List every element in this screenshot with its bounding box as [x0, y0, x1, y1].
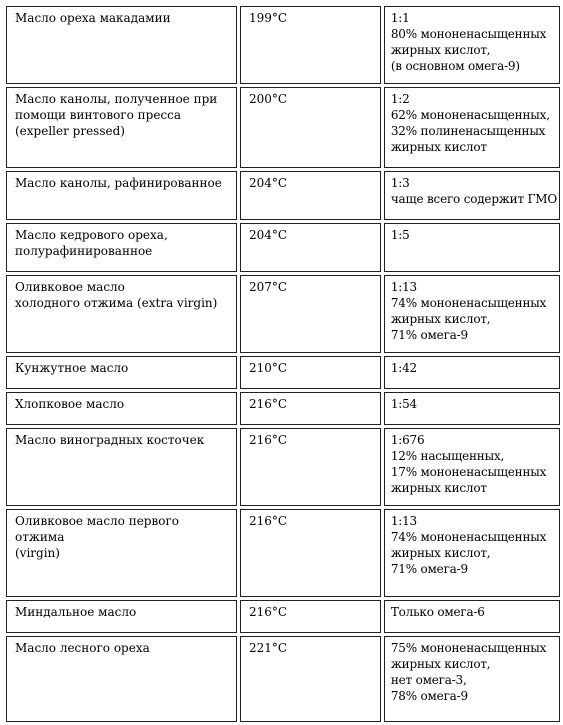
oil-name-cell	[6, 275, 237, 353]
ratio-info-cell-line: жирных кислот,	[390, 546, 491, 560]
smoke-point-cell: 207°C	[240, 275, 381, 353]
oil-name-cell-line: Масло кедрового ореха,	[15, 228, 168, 242]
oil-name-cell-line: холодного отжима (extra virgin)	[15, 296, 218, 310]
ratio-info-cell-line: 1:13	[390, 280, 417, 294]
ratio-info-cell-line: 71% омега-9	[390, 328, 468, 342]
oil-name-cell-line: Миндальное масло	[15, 605, 137, 619]
smoke-point-cell: 199°C	[240, 6, 381, 84]
ratio-info-cell-line: 12% насыщенных,	[390, 449, 505, 463]
ratio-info-cell	[384, 428, 560, 506]
table-row	[6, 275, 560, 353]
table-row	[6, 600, 560, 633]
ratio-info-cell-line: 1:3	[390, 176, 410, 190]
ratio-info-cell-line: (в основном омега-9)	[390, 59, 520, 73]
oil-name-cell-line: Оливковое масло	[15, 280, 125, 294]
table-row	[6, 636, 560, 722]
oil-name-cell	[6, 392, 237, 425]
ratio-info-cell-line: 62% мононенасыщенных,	[390, 108, 550, 122]
ratio-info-cell-line: жирных кислот,	[390, 312, 491, 326]
ratio-info-cell-line: 80% мононенасыщенных	[390, 27, 547, 41]
table-row	[6, 428, 560, 506]
ratio-info-cell	[384, 392, 560, 425]
smoke-point-cell: 221°C	[240, 636, 381, 722]
ratio-info-cell-line: 1:42	[390, 361, 417, 375]
smoke-point-cell: 216°C	[240, 509, 381, 597]
ratio-info-cell-line: жирных кислот	[390, 140, 487, 154]
table-row	[6, 87, 560, 168]
oil-name-cell	[6, 428, 237, 506]
smoke-point-cell: 216°C	[240, 600, 381, 633]
oil-name-cell-line: Хлопковое масло	[15, 397, 125, 411]
ratio-info-cell-line: 75% мононенасыщенных	[390, 641, 547, 655]
ratio-info-cell	[384, 87, 560, 168]
table-row	[6, 223, 560, 272]
oil-name-cell-line: Масло канолы, полученное при	[15, 92, 218, 106]
ratio-info-cell	[384, 356, 560, 389]
ratio-info-cell-line: 1:13	[390, 514, 417, 528]
table-row	[6, 356, 560, 389]
table-body	[6, 6, 560, 722]
ratio-info-cell-line: жирных кислот,	[390, 43, 491, 57]
ratio-info-cell	[384, 509, 560, 597]
oil-name-cell-line: Масло ореха макадамии	[15, 11, 171, 25]
smoke-point-cell: 200°C	[240, 87, 381, 168]
oil-name-cell	[6, 356, 237, 389]
ratio-info-cell	[384, 171, 560, 220]
ratio-info-cell-line: нет омега-3,	[390, 673, 467, 687]
smoke-point-cell: 210°C	[240, 356, 381, 389]
smoke-point-cell: 204°C	[240, 223, 381, 272]
ratio-info-cell-line: Только омега-6	[390, 605, 485, 619]
oil-smoke-point-table	[3, 3, 563, 725]
ratio-info-cell-line: жирных кислот	[390, 481, 487, 495]
oil-name-cell-line: Кунжутное масло	[15, 361, 129, 375]
oil-name-cell-line: Масло лесного ореха	[15, 641, 150, 655]
oil-name-cell	[6, 600, 237, 633]
oil-name-cell	[6, 87, 237, 168]
ratio-info-cell	[384, 6, 560, 84]
oil-name-cell-line: (expeller pressed)	[15, 124, 125, 138]
ratio-info-cell-line: чаще всего содержит ГМО	[390, 192, 557, 206]
ratio-info-cell	[384, 223, 560, 272]
oil-name-cell	[6, 171, 237, 220]
oil-name-cell-line: полурафинированное	[15, 244, 153, 258]
oil-name-cell	[6, 6, 237, 84]
table-row	[6, 509, 560, 597]
ratio-info-cell	[384, 600, 560, 633]
ratio-info-cell-line: 1:5	[390, 228, 410, 242]
ratio-info-cell-line: 1:1	[390, 11, 410, 25]
ratio-info-cell	[384, 636, 560, 722]
ratio-info-cell-line: 78% омега-9	[390, 689, 468, 703]
table-row	[6, 171, 560, 220]
ratio-info-cell	[384, 275, 560, 353]
oil-name-cell-line: Масло канолы, рафинированное	[15, 176, 222, 190]
smoke-point-cell: 216°C	[240, 428, 381, 506]
oil-name-cell-line: помощи винтового пресса	[15, 108, 182, 122]
oil-name-cell-line: (virgin)	[15, 546, 60, 560]
smoke-point-cell: 216°C	[240, 392, 381, 425]
ratio-info-cell-line: 1:54	[390, 397, 417, 411]
oil-name-cell	[6, 509, 237, 597]
oil-name-cell	[6, 636, 237, 722]
ratio-info-cell-line: 74% мононенасыщенных	[390, 530, 547, 544]
oil-name-cell	[6, 223, 237, 272]
ratio-info-cell-line: 32% полиненасыщенных	[390, 124, 546, 138]
smoke-point-cell: 204°C	[240, 171, 381, 220]
table-row	[6, 6, 560, 84]
ratio-info-cell-line: 71% омега-9	[390, 562, 468, 576]
ratio-info-cell-line: 17% мононенасыщенных	[390, 465, 547, 479]
ratio-info-cell-line: 74% мононенасыщенных	[390, 296, 547, 310]
oil-name-cell-line: Оливковое масло первого отжима	[15, 514, 179, 544]
ratio-info-cell-line: 1:676	[390, 433, 425, 447]
table-row	[6, 392, 560, 425]
oil-name-cell-line: Масло виноградных косточек	[15, 433, 205, 447]
ratio-info-cell-line: жирных кислот,	[390, 657, 491, 671]
ratio-info-cell-line: 1:2	[390, 92, 410, 106]
